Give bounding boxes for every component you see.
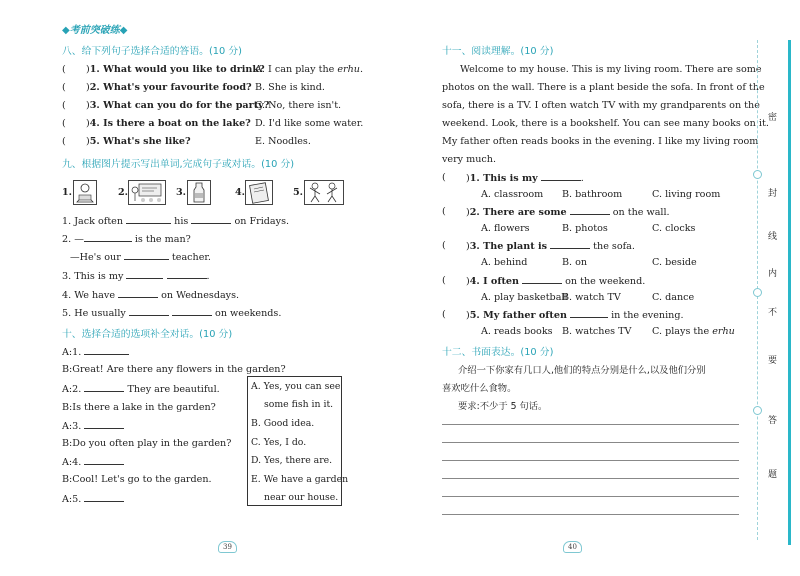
- s11-question: )1. This is my .: [466, 173, 584, 184]
- s9-sentence-2b: —He's our teacher.: [70, 252, 211, 263]
- s8-answer-slot[interactable]: [72, 100, 86, 111]
- s11-blank[interactable]: [541, 172, 581, 181]
- section-10-title: 十、选择合适的选项补全对话。(10 分): [62, 329, 233, 340]
- s10-option: some fish in it.: [264, 399, 334, 410]
- s11-question: )4. I often on the weekend.: [466, 276, 646, 287]
- s11-answer-slot[interactable]: [452, 172, 466, 183]
- s8-paren: (: [62, 118, 66, 129]
- s11-question: )5. My father often in the evening.: [466, 310, 684, 321]
- writing-requirement: 要求:不少于 5 句话。: [458, 401, 548, 412]
- s11-paren: (: [442, 240, 446, 251]
- s10-dialogue-line: A:2. They are beautiful.: [62, 384, 220, 395]
- writing-prompt-1: 介绍一下你家有几口人,他们的特点分别是什么,以及他们分别: [458, 365, 706, 376]
- s11-option: A. behind: [481, 257, 528, 268]
- passage-line: photos on the wall. There is a plant beside the sofa. In front of the: [442, 82, 765, 93]
- s10-dialogue-line: B:Cool! Let's go to the garden.: [62, 474, 212, 485]
- writing-prompt-2: 喜欢吃什么食物。: [442, 383, 517, 394]
- passage-line: Welcome to my house. This is my living room. There are some: [460, 64, 762, 75]
- s11-answer-slot[interactable]: [452, 275, 466, 286]
- s11-option: B. photos: [562, 223, 608, 234]
- s8-answer-slot[interactable]: [72, 64, 86, 75]
- s11-option: B. watches TV: [562, 326, 632, 337]
- passage-line: weekend. Look, there is a bookshelf. You can see many books on it.: [442, 118, 769, 129]
- sidebar-char: 线: [768, 232, 778, 242]
- s9-sentence-3: 3. This is my .: [62, 271, 210, 282]
- s10-option: near our house.: [264, 492, 339, 503]
- s10-dialogue-line: A:3.: [62, 420, 124, 432]
- writing-line[interactable]: [442, 478, 739, 479]
- s11-blank[interactable]: [570, 206, 610, 215]
- passage-line: sofa, there is a TV. I often watch TV with my grandparents on the: [442, 100, 760, 111]
- s10-option: B. Good idea.: [251, 418, 315, 429]
- s11-paren: (: [442, 309, 446, 320]
- s10-dialogue-line: B:Do you often play in the garden?: [62, 438, 232, 449]
- s10-blank[interactable]: [84, 456, 124, 465]
- page-number-right: 40: [563, 541, 582, 553]
- writing-line[interactable]: [442, 496, 739, 497]
- section-12-title: 十二、书面表达。(10 分): [442, 347, 554, 358]
- s8-option: B. She is kind.: [255, 82, 325, 93]
- s11-option: C. beside: [652, 257, 697, 268]
- page-number-left: 39: [218, 541, 237, 553]
- section-8-title: 八、给下列句子选择合适的答语。(10 分): [62, 46, 242, 57]
- s10-option: E. We have a garden: [251, 474, 349, 485]
- writing-line[interactable]: [442, 442, 739, 443]
- picture-book: [245, 180, 273, 205]
- sidebar-char: 答: [768, 416, 778, 426]
- s8-paren: (: [62, 100, 66, 111]
- s10-dialogue-line: A:4.: [62, 456, 124, 468]
- s11-option: C. clocks: [652, 223, 696, 234]
- passage-line: very much.: [442, 154, 497, 165]
- sidebar-char: 题: [768, 470, 778, 480]
- sidebar-char: 封: [768, 189, 778, 199]
- s8-question: )5. What's she like?: [86, 136, 191, 147]
- s11-option: B. on: [562, 257, 588, 268]
- s8-option: A. I can play the erhu.: [255, 64, 364, 75]
- s11-question: )2. There are some on the wall.: [466, 207, 670, 218]
- s11-option: B. bathroom: [562, 189, 623, 200]
- s8-paren: (: [62, 82, 66, 93]
- sidebar-bar: [788, 40, 791, 545]
- pic-num-5: 5.: [293, 187, 304, 198]
- s11-option: A. play basketball: [481, 292, 568, 303]
- s8-paren: (: [62, 136, 66, 147]
- section-tag: ◆考前突破练◆: [62, 25, 128, 36]
- s9-sentence-2: 2. — is the man?: [62, 234, 191, 245]
- s10-dialogue-line: A:5.: [62, 493, 124, 505]
- sidebar-char: 不: [768, 308, 778, 318]
- s11-blank[interactable]: [522, 275, 562, 284]
- s11-blank[interactable]: [570, 309, 608, 318]
- seal-circle: [753, 406, 762, 415]
- writing-line[interactable]: [442, 514, 739, 515]
- s11-paren: (: [442, 206, 446, 217]
- section-11-title: 十一、阅读理解。(10 分): [442, 46, 554, 57]
- section-9-title: 九、根据图片提示写出单词,完成句子或对话。(10 分): [62, 159, 295, 170]
- s10-option: C. Yes, I do.: [251, 437, 307, 448]
- sidebar-char: 要: [768, 356, 778, 366]
- s8-question: )4. Is there a boat on the lake?: [86, 118, 251, 129]
- s9-sentence-1: 1. Jack often his on Fridays.: [62, 216, 290, 227]
- s8-option: D. I'd like some water.: [255, 118, 364, 129]
- s11-paren: (: [442, 172, 446, 183]
- s10-blank[interactable]: [84, 346, 129, 355]
- s10-option: D. Yes, there are.: [251, 455, 333, 466]
- s11-option: A. flowers: [481, 223, 530, 234]
- s10-blank[interactable]: [84, 420, 124, 429]
- s8-answer-slot[interactable]: [72, 118, 86, 129]
- s10-blank[interactable]: [84, 383, 124, 392]
- picture-milk-bottle: [187, 180, 211, 205]
- s10-dialogue-line: B:Great! Are there any flowers in the garden?: [62, 364, 286, 375]
- sidebar-char: 内: [768, 269, 778, 279]
- s8-option: C. No, there isn't.: [255, 100, 342, 111]
- pic-num-2: 2.: [118, 187, 129, 198]
- s8-question: )3. What can you do for the party?: [86, 100, 270, 111]
- s8-answer-slot[interactable]: [72, 82, 86, 93]
- s8-question: )2. What's your favourite food?: [86, 82, 252, 93]
- s11-question: )3. The plant is the sofa.: [466, 241, 635, 252]
- writing-line[interactable]: [442, 424, 739, 425]
- s8-option: E. Noodles.: [255, 136, 311, 147]
- pic-num-4: 4.: [235, 187, 246, 198]
- s10-blank[interactable]: [84, 493, 124, 502]
- sidebar-char: 密: [768, 113, 778, 123]
- s8-paren: (: [62, 64, 66, 75]
- s11-answer-slot[interactable]: [452, 206, 466, 217]
- seal-circle: [753, 170, 762, 179]
- writing-line[interactable]: [442, 460, 739, 461]
- s8-answer-slot[interactable]: [72, 136, 86, 147]
- s10-dialogue-line: A:1.: [62, 346, 129, 358]
- s11-option: A. reads books: [481, 326, 553, 337]
- s11-option: C. plays the erhu: [652, 326, 735, 337]
- s8-question: )1. What would you like to drink?: [86, 64, 265, 75]
- s9-sentence-5: 5. He usually on weekends.: [62, 308, 282, 319]
- pic-num-3: 3.: [176, 187, 187, 198]
- s11-option: B. watch TV: [562, 292, 621, 303]
- s11-option: C. living room: [652, 189, 721, 200]
- s11-answer-slot[interactable]: [452, 309, 466, 320]
- seal-circle: [753, 288, 762, 297]
- s11-option: C. dance: [652, 292, 695, 303]
- s10-option: A. Yes, you can see: [251, 381, 341, 392]
- s11-paren: (: [442, 275, 446, 286]
- passage-line: My father often reads books in the evening. I like my living room: [442, 136, 759, 147]
- pic-num-1: 1.: [62, 187, 73, 198]
- s11-option: A. classroom: [481, 189, 544, 200]
- picture-teacher-board: [128, 180, 166, 205]
- s9-sentence-4: 4. We have on Wednesdays.: [62, 290, 240, 301]
- s11-answer-slot[interactable]: [452, 240, 466, 251]
- picture-kids-dancing: [304, 180, 344, 205]
- s11-blank[interactable]: [550, 240, 590, 249]
- s10-dialogue-line: B:Is there a lake in the garden?: [62, 402, 216, 413]
- picture-boy-reading: [73, 180, 97, 205]
